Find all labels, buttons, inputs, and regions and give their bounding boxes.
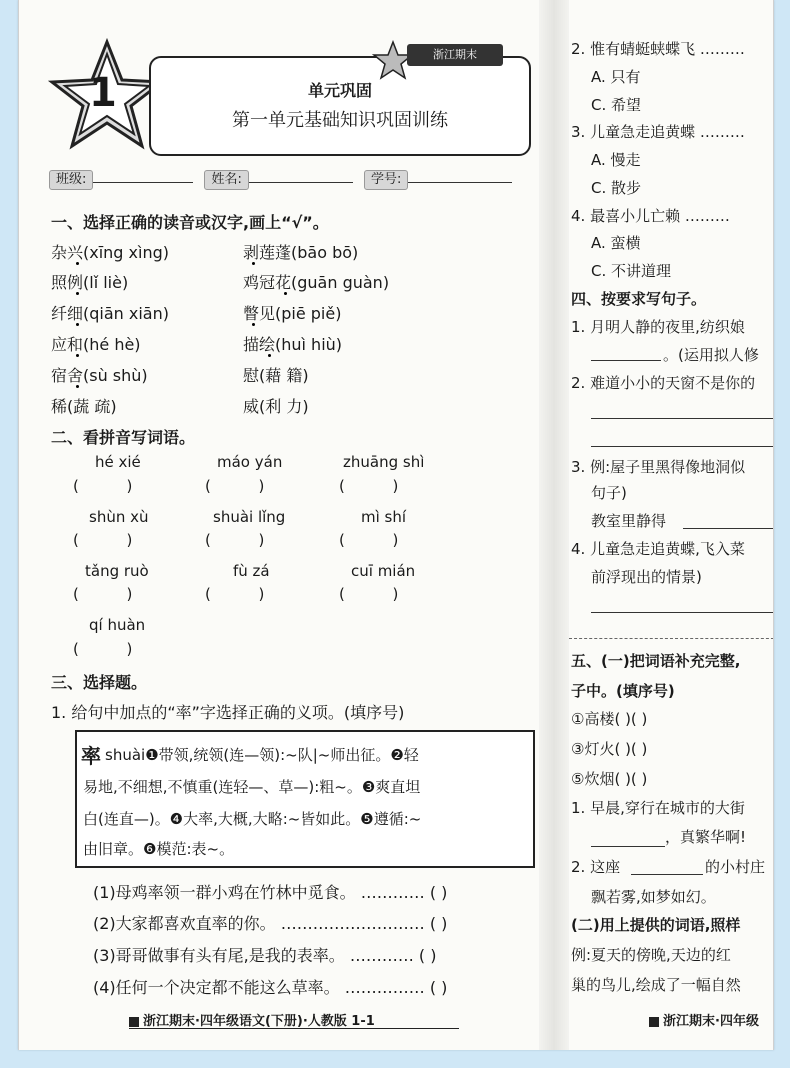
name-field[interactable] (249, 182, 353, 183)
choice-item: (1)母鸡率领一群小鸡在竹林中觅食。 ………… ( ) (93, 883, 448, 902)
pinyin-prompt: zhuāng shì (343, 453, 425, 471)
answer-line[interactable] (591, 612, 773, 613)
answer-blank[interactable]: ( ) (339, 477, 399, 495)
badge-number: 1 (89, 70, 117, 116)
s1-left-item: 杂兴(xīng xìng) (51, 243, 169, 262)
section-1-title: 一、选择正确的读音或汉字,画上“√”。 (51, 213, 329, 232)
r-line: A. 蛮横 (591, 234, 641, 252)
footer-rule (129, 1028, 459, 1029)
s1-left-item: 纤细(qiān xiān) (51, 304, 169, 323)
pinyin-prompt: mì shí (361, 508, 407, 526)
r-line: 巢的鸟儿,绘成了一幅自然 (571, 976, 741, 994)
right-page (569, 0, 773, 1050)
s1-right-item: 慰(藉 籍) (243, 366, 309, 385)
info-row (49, 168, 512, 190)
pinyin-prompt: qí huàn (89, 616, 146, 634)
emphasis-dot (76, 292, 79, 295)
s1-left-item: 宿舍(sù shù) (51, 366, 148, 385)
r-line: ①高楼( )( ) (571, 710, 648, 728)
answer-blank[interactable]: ( ) (205, 477, 265, 495)
answer-blank[interactable]: ( ) (73, 531, 133, 549)
question-1: 1. 给句中加点的“率”字选择正确的义项。(填序号) (51, 703, 405, 722)
r-line: (二)用上提供的词语,照样 (571, 916, 741, 934)
answer-line[interactable] (591, 360, 661, 361)
r-line: C. 散步 (591, 179, 642, 197)
pinyin-prompt: hé xié (95, 453, 141, 471)
r-line: C. 不讲道理 (591, 262, 672, 280)
s1-right-item: 剥莲蓬(bāo bō) (243, 243, 359, 262)
footer-text: 浙江期末·四年级语文(下册)·人教版 1-1 (143, 1014, 375, 1029)
page-footer (129, 1010, 375, 1029)
definition-line: 易地,不细想,不慎重(连轻—、草—):粗~。❸爽直坦 (83, 778, 421, 796)
r-line: ③灯火( )( ) (571, 740, 648, 758)
footer-text: 浙江期末·四年级 (663, 1014, 759, 1029)
choice-item: (4)任何一个决定都不能这么草率。 …………… ( ) (93, 978, 448, 997)
emphasis-dot (252, 262, 255, 265)
divider (569, 638, 773, 639)
s1-left-item: 应和(hé hè) (51, 335, 141, 354)
r-line: 3. 儿童急走追黄蝶 ……… (571, 123, 745, 141)
left-page (19, 0, 539, 1050)
pinyin-prompt: shuài lǐng (213, 508, 286, 526)
answer-blank[interactable]: ( ) (73, 640, 133, 658)
class-label: 班级: (49, 170, 93, 190)
r-line: 4. 儿童急走追黄蝶,飞入菜 (571, 540, 745, 558)
r-line: 。(运用拟人修 (663, 346, 759, 364)
s1-right-item: 描绘(huì hiù) (243, 335, 343, 354)
answer-blank[interactable]: ( ) (339, 585, 399, 603)
id-field[interactable] (408, 182, 512, 183)
answer-blank[interactable]: ( ) (73, 585, 133, 603)
answer-line[interactable] (591, 846, 665, 847)
book-gutter (539, 0, 569, 1050)
answer-blank[interactable]: ( ) (205, 585, 265, 603)
answer-blank[interactable]: ( ) (205, 531, 265, 549)
section-2-title: 二、看拼音写词语。 (51, 428, 196, 447)
pinyin-prompt: máo yán (217, 453, 283, 471)
pinyin-prompt: fù zá (233, 562, 270, 580)
definition-line: 白(连直—)。❹大率,大概,大略:~皆如此。❺遵循:~ (83, 810, 422, 828)
emphasis-dot (284, 292, 287, 295)
definition-head: 率 (81, 744, 101, 768)
r-line: 前浮现出的情景) (591, 568, 702, 586)
answer-blank[interactable]: ( ) (73, 477, 133, 495)
emphasis-dot (76, 262, 79, 265)
s1-right-item: 威(利 力) (243, 397, 309, 416)
r-line: 的小村庄 (705, 858, 766, 876)
right-footer (649, 1010, 759, 1029)
r-line: 教室里静得 (591, 512, 667, 530)
answer-line[interactable] (591, 446, 773, 447)
emphasis-dot (76, 354, 79, 357)
definition-line: 由旧章。❻模范:表~。 (83, 840, 235, 858)
definition-line: shuài❶带领,统领(连—领):~队|~师出征。❷轻 (105, 746, 419, 764)
r-line: 4. 最喜小儿亡赖 ……… (571, 207, 730, 225)
s1-right-item: 鸡冠花(guān guàn) (243, 273, 390, 292)
emphasis-dot (252, 323, 255, 326)
pinyin-prompt: tǎng ruò (85, 562, 149, 580)
r-line: 例:夏天的傍晚,天边的红 (571, 946, 731, 964)
choice-item: (2)大家都喜欢直率的你。 ……………………… ( ) (93, 914, 448, 933)
r-line: 1. 早晨,穿行在城市的大街 (571, 799, 745, 817)
pinyin-prompt: shùn xù (89, 508, 149, 526)
r-line: A. 慢走 (591, 151, 641, 169)
r-line: C. 希望 (591, 96, 642, 114)
r-line: 2. 惟有蜻蜓蛱蝶飞 ……… (571, 40, 745, 58)
answer-line[interactable] (683, 528, 773, 529)
r-line: ⑤炊烟( )( ) (571, 770, 648, 788)
answer-line[interactable] (631, 874, 703, 875)
footer-square-icon (129, 1017, 139, 1027)
choice-item: (3)哥哥做事有头有尾,是我的表率。 ………… ( ) (93, 946, 437, 965)
r-line: 2. 这座 (571, 858, 621, 876)
r-line: 1. 月明人静的夜里,纺织娘 (571, 318, 745, 336)
s1-left-item: 照例(lǐ liè) (51, 273, 129, 292)
workbook-spread (18, 0, 774, 1050)
s1-left-item: 稀(蔬 疏) (51, 397, 117, 416)
r-line: 子中。(填序号) (571, 682, 675, 700)
answer-line[interactable] (591, 418, 773, 419)
emphasis-dot (76, 385, 79, 388)
section-3-title: 三、选择题。 (51, 673, 148, 692)
exam-tag: 浙江期末 (407, 44, 503, 66)
s1-right-item: 瞥见(piē piě) (243, 304, 342, 323)
r-line: ，真繁华啊! (665, 828, 747, 846)
footer-square-icon (649, 1017, 659, 1027)
section-4-title: 四、按要求写句子。 (571, 290, 707, 308)
r-line: A. 只有 (591, 68, 641, 86)
class-field[interactable] (93, 182, 193, 183)
title-banner (149, 56, 531, 156)
r-line: 2. 难道小小的天窗不是你的 (571, 374, 756, 392)
name-label: 姓名: (204, 170, 248, 190)
r-line: 飘若雾,如梦如幻。 (591, 888, 716, 906)
r-line: 句子) (591, 484, 627, 502)
pinyin-prompt: cuī mián (351, 562, 416, 580)
id-label: 学号: (364, 170, 408, 190)
emphasis-dot (76, 323, 79, 326)
emphasis-dot (268, 354, 271, 357)
r-line: 3. 例:屋子里黑得像地洞似 (571, 458, 746, 476)
page-title: 单元巩固 (307, 81, 372, 100)
section-5-title: 五、(一)把词语补充完整, (571, 652, 741, 670)
answer-blank[interactable]: ( ) (339, 531, 399, 549)
definition-box (75, 730, 535, 868)
page-subtitle: 第一单元基础知识巩固训练 (232, 110, 448, 131)
